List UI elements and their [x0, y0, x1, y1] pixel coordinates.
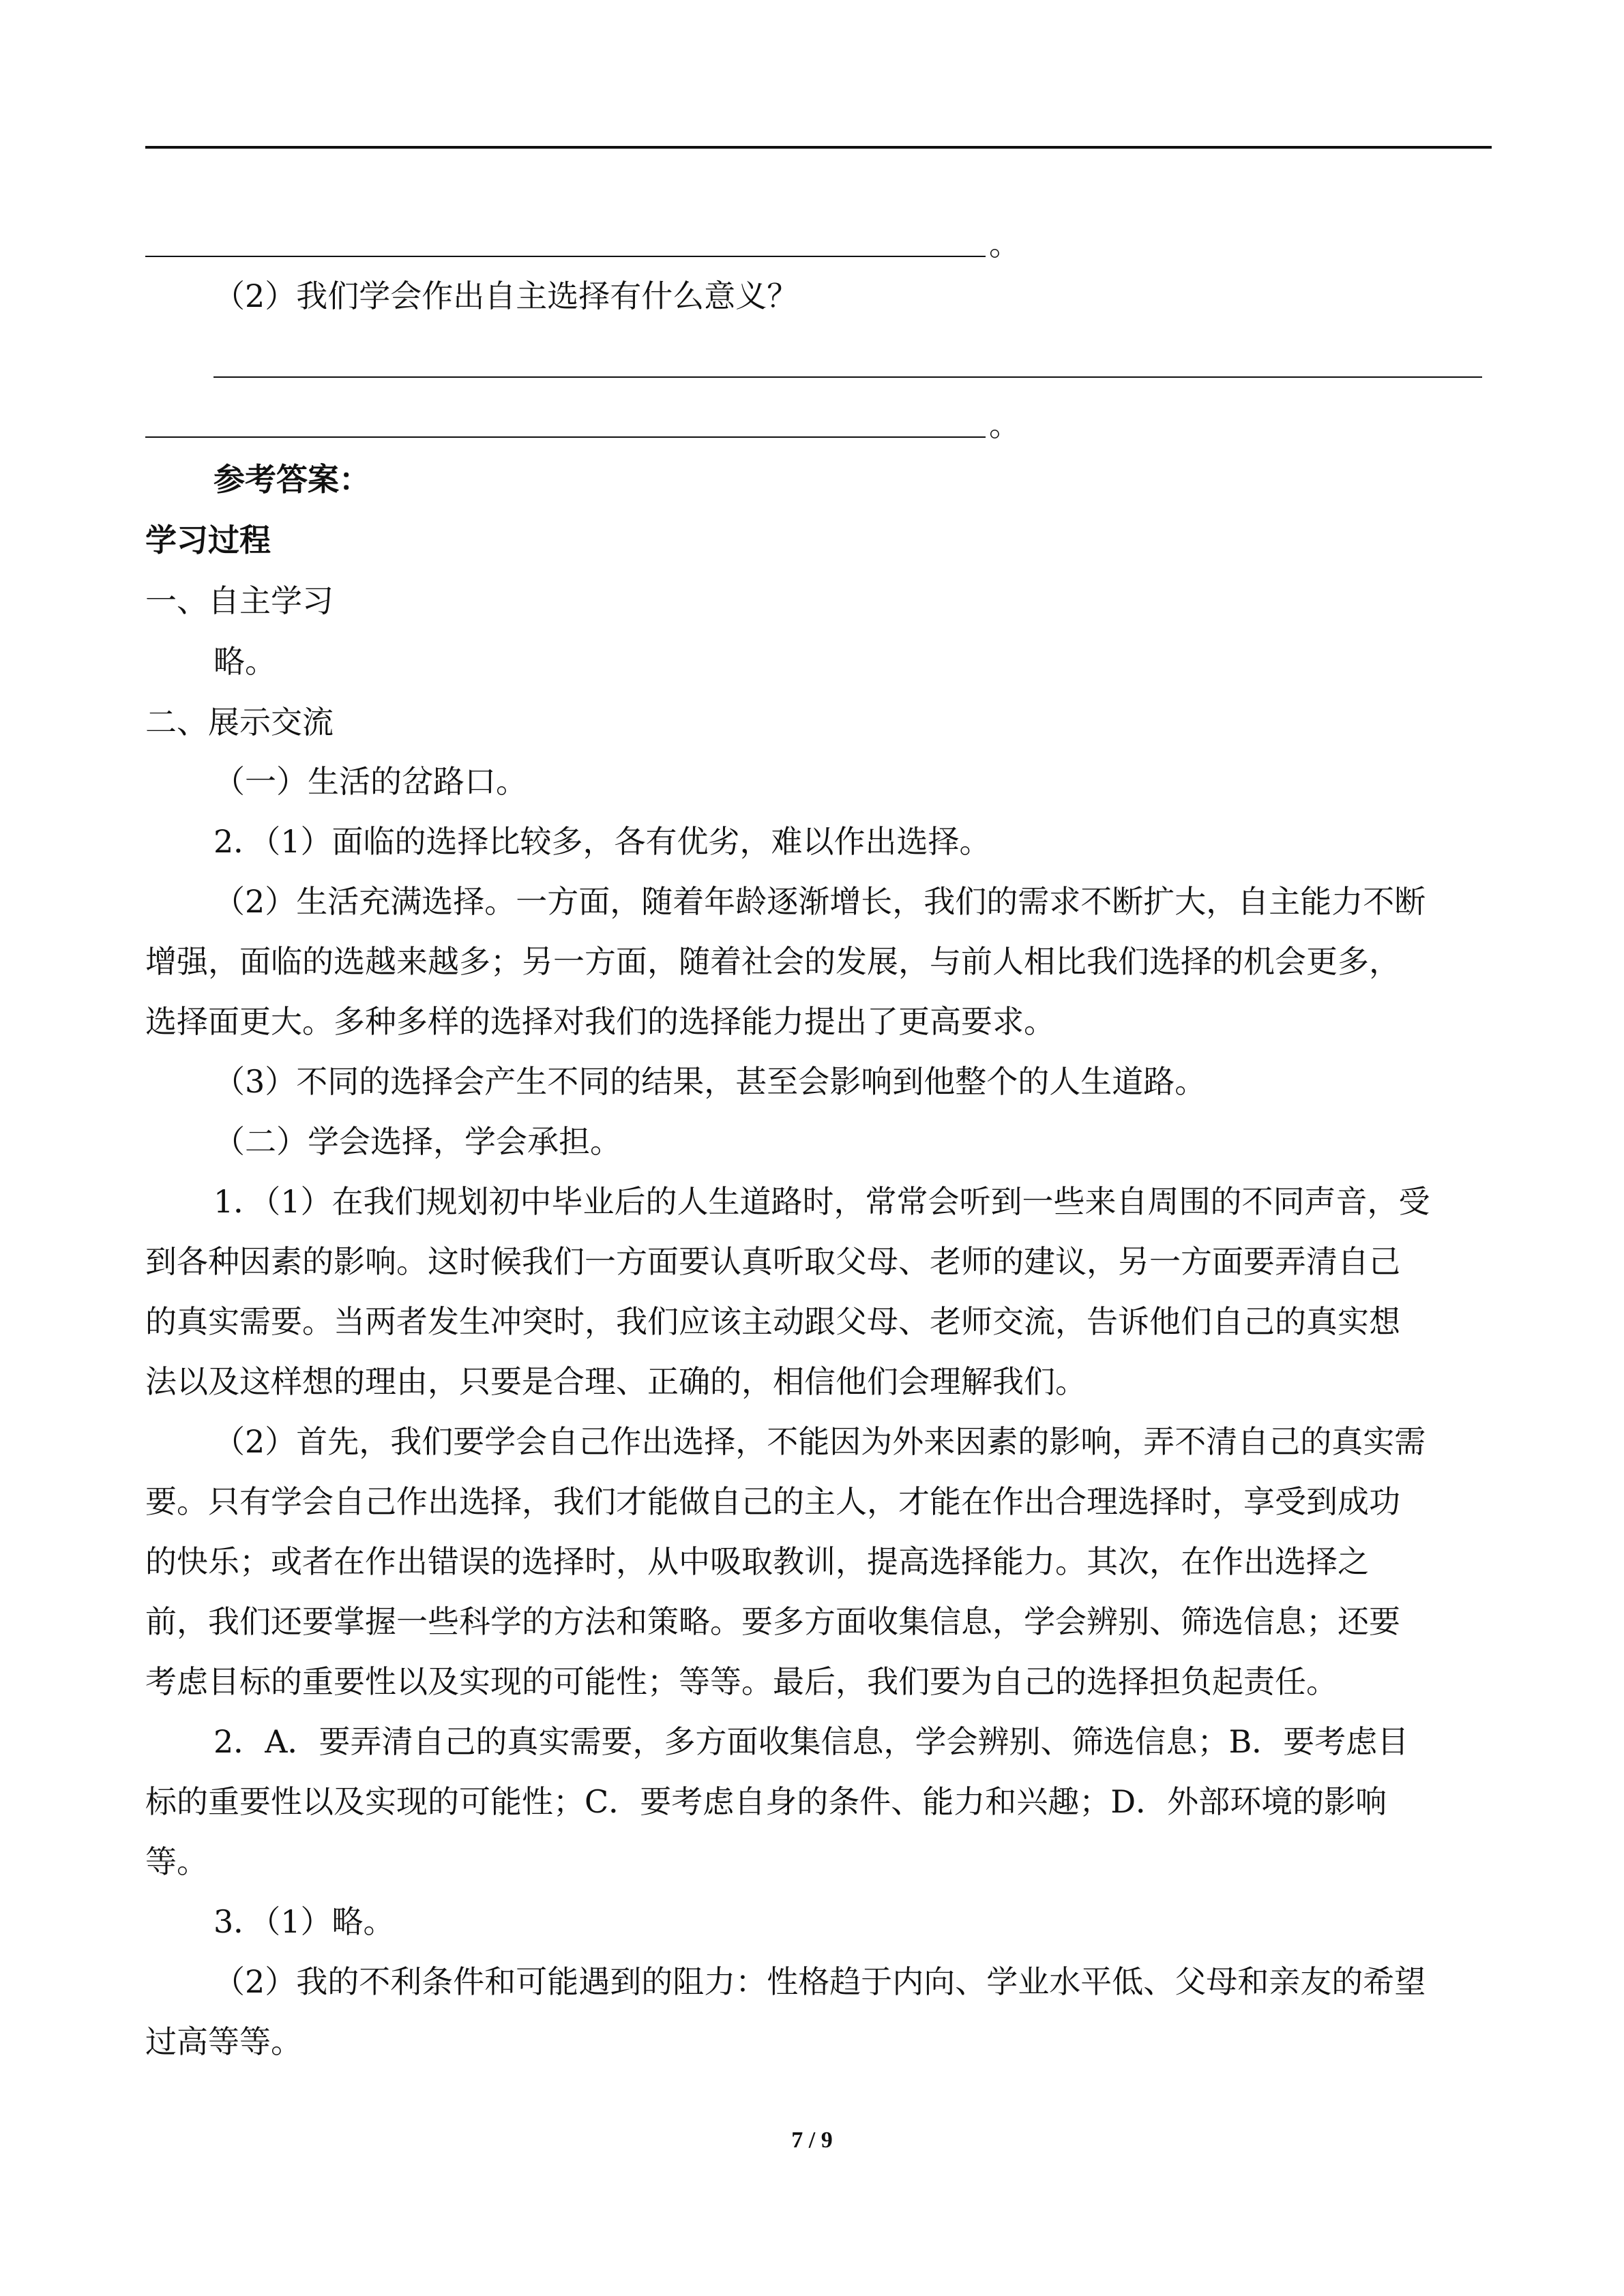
blank-line-period: 。: [989, 226, 1020, 263]
page-number: 7 / 9: [791, 2128, 833, 2153]
body-line: （2）生活充满选择。一方面，随着年龄逐渐增长，我们的需求不断扩大，自主能力不断: [213, 883, 1426, 920]
header-rule: [145, 146, 1492, 149]
body-line: 增强，面临的选越来越多；另一方面，随着社会的发展，与前人相比我们选择的机会更多，: [145, 943, 1400, 980]
body-line: 法以及这样想的理由，只要是合理、正确的，相信他们会理解我们。: [145, 1363, 1087, 1400]
body-line: 标的重要性以及实现的可能性；C．要考虑自身的条件、能力和兴趣；D．外部环境的影响: [145, 1783, 1387, 1820]
body-line: 的真实需要。当两者发生冲突时，我们应该主动跟父母、老师交流，告诉他们自己的真实想: [145, 1303, 1400, 1340]
body-line: （二）学会选择，学会承担。: [213, 1123, 621, 1160]
body-line: 2．（1）面临的选择比较多，各有优劣，难以作出选择。: [213, 823, 991, 860]
body-line: （2）首先，我们要学会自己作出选择，不能因为外来因素的影响，弄不清自己的真实需: [213, 1423, 1426, 1460]
part-1-answer: 略。: [213, 643, 276, 680]
body-line: 3．（1）略。: [213, 1903, 395, 1940]
answer-title: 参考答案：: [213, 461, 370, 498]
body-line: 到各种因素的影响。这时候我们一方面要认真听取父母、老师的建议，另一方面要弄清自己: [145, 1243, 1400, 1280]
answer-blank-line: [145, 436, 986, 438]
body-line: 等。: [145, 1843, 208, 1880]
section-title: 学习过程: [145, 522, 271, 558]
body-line: （2）我的不利条件和可能遇到的阻力：性格趋于内向、学业水平低、父母和亲友的希望: [213, 1963, 1426, 2000]
body-line: （一）生活的岔路口。: [213, 763, 527, 800]
body-line: 前，我们还要掌握一些科学的方法和策略。要多方面收集信息，学会辨别、筛选信息；还要: [145, 1603, 1400, 1640]
part-2-title: 二、展示交流: [145, 704, 334, 741]
blank-line-period: 。: [989, 406, 1020, 443]
body-line: 过高等等。: [145, 2023, 302, 2060]
body-line: （3）不同的选择会产生不同的结果，甚至会影响到他整个的人生道路。: [213, 1063, 1207, 1100]
body-line: 的快乐；或者在作出错误的选择时，从中吸取教训，提高选择能力。其次，在作出选择之: [145, 1543, 1369, 1580]
body-line: 1．（1）在我们规划初中毕业后的人生道路时，常常会听到一些来自周围的不同声音，受: [213, 1183, 1430, 1220]
question-2: （2）我们学会作出自主选择有什么意义？: [213, 278, 799, 314]
part-1-title: 一、自主学习: [145, 582, 334, 619]
body-line: 考虑目标的重要性以及实现的可能性；等等。最后，我们要为自己的选择担负起责任。: [145, 1663, 1338, 1700]
answer-blank-line: [213, 376, 1482, 378]
answer-blank-line: [145, 256, 986, 257]
body-line: 2．A．要弄清自己的真实需要，多方面收集信息，学会辨别、筛选信息；B．要考虑目: [213, 1723, 1409, 1760]
body-line: 要。只有学会自己作出选择，我们才能做自己的主人，才能在作出合理选择时，享受到成功: [145, 1483, 1400, 1520]
body-line: 选择面更大。多种多样的选择对我们的选择能力提出了更高要求。: [145, 1003, 1055, 1040]
